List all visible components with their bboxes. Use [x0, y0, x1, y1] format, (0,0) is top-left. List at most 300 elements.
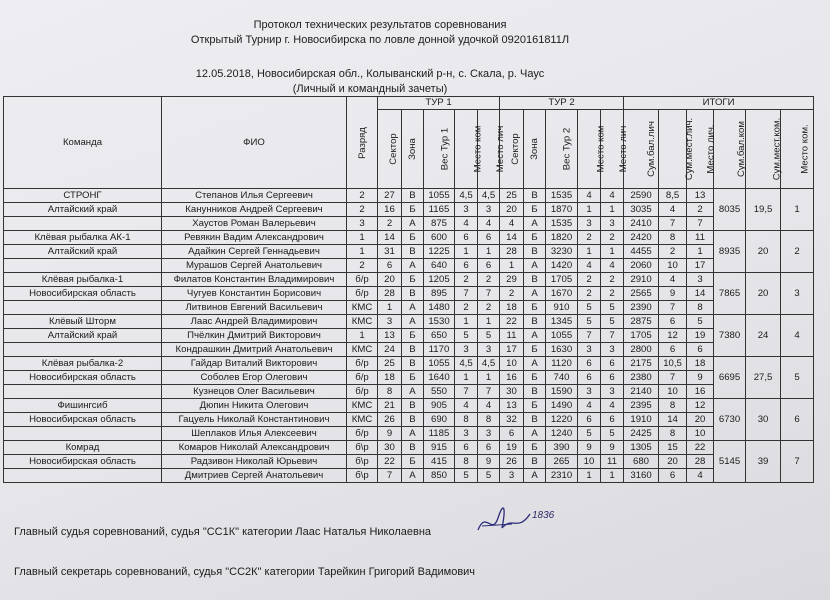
team-place-cell: 7: [781, 441, 814, 483]
tour1-cell: 14: [378, 231, 402, 245]
team-cell: Клёвый Шторм: [4, 315, 162, 329]
personal-total-cell: 1705: [624, 329, 659, 343]
col-place-team-1: Место ком: [455, 110, 478, 189]
table-row: [4, 301, 814, 315]
col-sector-1: Сектор: [378, 110, 402, 189]
rank-cell: б/р: [347, 287, 378, 301]
rank-cell: б/р: [347, 371, 378, 385]
team-cell: Новосибирская область: [4, 455, 162, 469]
col-zone-1: Зона: [402, 110, 424, 189]
tour1-cell: 16: [378, 203, 402, 217]
personal-total-cell: 18: [687, 357, 714, 371]
table-row: [4, 273, 814, 287]
tour2-cell: 14: [500, 231, 524, 245]
tour2-cell: 10: [578, 455, 601, 469]
table-row: [4, 385, 814, 399]
personal-total-cell: 1305: [624, 441, 659, 455]
rank-cell: б/р: [347, 427, 378, 441]
tour2-cell: 1820: [546, 231, 578, 245]
tour1-cell: 30: [378, 441, 402, 455]
tour2-cell: 5: [578, 315, 601, 329]
tour1-cell: 1: [478, 371, 500, 385]
table-row: [4, 287, 814, 301]
personal-total-cell: 2875: [624, 315, 659, 329]
rank-cell: 1: [347, 245, 378, 259]
tour2-cell: 6: [601, 413, 624, 427]
team-sum-points-cell: 6695: [714, 357, 746, 399]
tour2-cell: 1345: [546, 315, 578, 329]
fio-cell: Гайдар Виталий Викторович: [162, 357, 347, 371]
personal-total-cell: 2060: [624, 259, 659, 273]
tour1-cell: Б: [402, 203, 424, 217]
team-cell: Комрад: [4, 441, 162, 455]
team-cell: Клёвая рыбалка-1: [4, 273, 162, 287]
tour2-cell: А: [524, 469, 546, 483]
tour2-cell: Б: [524, 399, 546, 413]
rank-cell: 1: [347, 329, 378, 343]
tour1-cell: 21: [378, 399, 402, 413]
tour2-cell: 4: [578, 399, 601, 413]
table-row: [4, 455, 814, 469]
tour1-cell: 7: [378, 469, 402, 483]
personal-total-cell: 1910: [624, 413, 659, 427]
tour2-cell: 2310: [546, 469, 578, 483]
tour1-cell: 8: [455, 455, 478, 469]
personal-total-cell: 7: [659, 217, 687, 231]
col-fio: ФИО: [162, 97, 347, 189]
rank-cell: б/р: [347, 357, 378, 371]
col-sum-places-team: Сум.мест.ком.: [746, 110, 781, 189]
tour2-cell: 2: [578, 287, 601, 301]
tour1-cell: 640: [424, 259, 455, 273]
personal-total-cell: 7: [687, 217, 714, 231]
tour1-cell: 850: [424, 469, 455, 483]
tour1-cell: 3: [478, 343, 500, 357]
personal-total-cell: 5: [687, 315, 714, 329]
tour2-cell: 1: [500, 259, 524, 273]
col-place-team-total: Место ком.: [781, 110, 814, 189]
tour2-cell: 910: [546, 301, 578, 315]
personal-total-cell: 10: [659, 259, 687, 273]
tour1-cell: 22: [378, 455, 402, 469]
fio-cell: Хаустов Роман Валерьевич: [162, 217, 347, 231]
tour2-cell: 2: [601, 287, 624, 301]
tour2-cell: А: [524, 287, 546, 301]
tour1-cell: 1: [478, 245, 500, 259]
fio-cell: Комаров Николай Александрович: [162, 441, 347, 455]
tour2-cell: В: [524, 455, 546, 469]
team-sum-places-cell: 27,5: [746, 357, 781, 399]
fio-cell: Адайкин Сергей Геннадьевич: [162, 245, 347, 259]
tour2-cell: 1870: [546, 203, 578, 217]
personal-total-cell: 9: [659, 287, 687, 301]
team-cell: Клёвая рыбалка АК-1: [4, 231, 162, 245]
results-body: [4, 189, 814, 483]
table-row: [4, 203, 814, 217]
personal-total-cell: 11: [687, 231, 714, 245]
personal-total-cell: 8,5: [659, 189, 687, 203]
personal-total-cell: 2420: [624, 231, 659, 245]
tour1-cell: Б: [402, 455, 424, 469]
tour2-cell: 9: [578, 441, 601, 455]
col-rank: Разряд: [347, 97, 378, 189]
personal-total-cell: 22: [687, 441, 714, 455]
personal-total-cell: 12: [659, 329, 687, 343]
team-cell: Алтайский край: [4, 203, 162, 217]
table-row: [4, 231, 814, 245]
tour1-cell: 28: [378, 287, 402, 301]
team-cell: Алтайский край: [4, 245, 162, 259]
personal-total-cell: 8: [659, 399, 687, 413]
tour2-cell: 740: [546, 371, 578, 385]
rank-cell: 2: [347, 259, 378, 273]
tour2-cell: 22: [500, 315, 524, 329]
personal-total-cell: 2410: [624, 217, 659, 231]
tour1-cell: В: [402, 357, 424, 371]
personal-total-cell: 3: [687, 273, 714, 287]
chief-secretary: Главный секретарь соревнований, судья "СС2К" категории Тарейкин Григорий Вадимович: [14, 566, 476, 578]
tour1-cell: 550: [424, 385, 455, 399]
col-team: Команда: [4, 97, 162, 189]
tour2-cell: 30: [500, 385, 524, 399]
tour1-cell: 8: [478, 413, 500, 427]
competition-type: (Личный и командный зачеты): [292, 83, 448, 95]
personal-total-cell: 16: [687, 385, 714, 399]
team-cell: Новосибирская область: [4, 371, 162, 385]
tour1-cell: 6: [478, 259, 500, 273]
tour2-cell: 5: [601, 301, 624, 315]
tour2-cell: А: [524, 329, 546, 343]
personal-total-cell: 2380: [624, 371, 659, 385]
tour1-cell: 5: [478, 469, 500, 483]
results-table: [3, 96, 814, 483]
tour1-cell: 31: [378, 245, 402, 259]
tour2-cell: 13: [500, 399, 524, 413]
tour1-cell: 1640: [424, 371, 455, 385]
tour1-cell: 1: [455, 371, 478, 385]
tour1-cell: 9: [478, 455, 500, 469]
tour2-cell: 265: [546, 455, 578, 469]
fio-cell: Кузнецов Олег Васильевич: [162, 385, 347, 399]
col-tour2: ТУР 2: [500, 97, 624, 110]
personal-total-cell: 10: [687, 427, 714, 441]
tour1-cell: 1: [378, 301, 402, 315]
personal-total-cell: 2425: [624, 427, 659, 441]
tour2-cell: 6: [578, 357, 601, 371]
team-sum-points-cell: 6730: [714, 399, 746, 441]
tour1-cell: 5: [455, 329, 478, 343]
fio-cell: Радзивон Николай Юрьевич: [162, 455, 347, 469]
tour2-cell: 1490: [546, 399, 578, 413]
rank-cell: 3: [347, 217, 378, 231]
table-row: [4, 413, 814, 427]
table-row: [4, 189, 814, 203]
tour2-cell: В: [524, 413, 546, 427]
tour2-cell: 3: [601, 343, 624, 357]
tour1-cell: 4,5: [455, 189, 478, 203]
tour1-cell: 4: [455, 217, 478, 231]
tour1-cell: 20: [378, 273, 402, 287]
tour2-cell: 6: [601, 357, 624, 371]
personal-total-cell: 4: [659, 203, 687, 217]
tour1-cell: 2: [378, 217, 402, 231]
tour1-cell: 6: [455, 231, 478, 245]
personal-total-cell: 2: [687, 203, 714, 217]
fio-cell: Степанов Илья Сергеевич: [162, 189, 347, 203]
tour1-cell: 8: [455, 413, 478, 427]
tour1-cell: 26: [378, 413, 402, 427]
fio-cell: Гацуель Николай Константинович: [162, 413, 347, 427]
tour1-cell: 3: [455, 343, 478, 357]
tour1-cell: А: [402, 469, 424, 483]
tour2-cell: 6: [601, 371, 624, 385]
tour2-cell: Б: [524, 441, 546, 455]
rank-cell: б\р: [347, 455, 378, 469]
tour2-cell: 1420: [546, 259, 578, 273]
personal-total-cell: 2140: [624, 385, 659, 399]
rank-cell: КМС: [347, 413, 378, 427]
tour1-cell: 1480: [424, 301, 455, 315]
tour2-cell: 5: [601, 427, 624, 441]
rank-cell: б/р: [347, 273, 378, 287]
personal-total-cell: 10: [659, 385, 687, 399]
col-place-pers-1: Место лич: [478, 110, 500, 189]
fio-cell: Чугуев Константин Борисович: [162, 287, 347, 301]
team-cell: Алтайский край: [4, 329, 162, 343]
signature-note: 1836: [532, 510, 555, 521]
tour2-cell: 7: [578, 329, 601, 343]
personal-total-cell: 2: [659, 245, 687, 259]
personal-total-cell: 7: [659, 301, 687, 315]
tour1-cell: В: [402, 189, 424, 203]
tour1-cell: 4: [455, 399, 478, 413]
tour2-cell: 4: [601, 189, 624, 203]
tour2-cell: В: [524, 273, 546, 287]
tour1-cell: 1055: [424, 189, 455, 203]
tour1-cell: 7: [455, 287, 478, 301]
tour2-cell: 5: [601, 315, 624, 329]
rank-cell: б\р: [347, 441, 378, 455]
rank-cell: б/р: [347, 385, 378, 399]
personal-total-cell: 2800: [624, 343, 659, 357]
col-weight-2: Вес Тур 2: [546, 110, 578, 189]
table-row: [4, 469, 814, 483]
personal-total-cell: 680: [624, 455, 659, 469]
tour2-cell: 1: [601, 469, 624, 483]
rank-cell: КМС: [347, 315, 378, 329]
rank-cell: 2: [347, 189, 378, 203]
tour2-cell: 29: [500, 273, 524, 287]
tour1-cell: 895: [424, 287, 455, 301]
tour1-cell: 6: [478, 441, 500, 455]
team-place-cell: 3: [781, 273, 814, 315]
tour2-cell: 16: [500, 371, 524, 385]
tour2-cell: 1: [578, 469, 601, 483]
tour2-cell: Б: [524, 231, 546, 245]
team-sum-places-cell: 19,5: [746, 189, 781, 231]
tour2-cell: 1: [601, 245, 624, 259]
personal-total-cell: 6: [659, 469, 687, 483]
personal-total-cell: 9: [687, 371, 714, 385]
tour2-cell: 1590: [546, 385, 578, 399]
col-zone-2: Зона: [524, 110, 546, 189]
tour2-cell: 4: [500, 217, 524, 231]
tour1-cell: 6: [478, 231, 500, 245]
tour1-cell: Б: [402, 329, 424, 343]
tour2-cell: 5: [578, 301, 601, 315]
fio-cell: Шеплаков Илья Алексеевич: [162, 427, 347, 441]
tour1-cell: 4: [478, 217, 500, 231]
team-sum-places-cell: 20: [746, 231, 781, 273]
rank-cell: КМС: [347, 399, 378, 413]
team-cell: [4, 301, 162, 315]
tour2-cell: 4: [601, 399, 624, 413]
team-sum-points-cell: 8035: [714, 189, 746, 231]
tour2-cell: 390: [546, 441, 578, 455]
fio-cell: Литвинов Евгений Васильевич: [162, 301, 347, 315]
tour2-cell: 2: [578, 231, 601, 245]
tour2-cell: Б: [524, 301, 546, 315]
tour1-cell: В: [402, 343, 424, 357]
tour2-cell: 1630: [546, 343, 578, 357]
tour2-cell: А: [524, 357, 546, 371]
tour2-cell: Б: [524, 371, 546, 385]
tour1-cell: В: [402, 399, 424, 413]
tour1-cell: 2: [478, 301, 500, 315]
team-cell: Клёвая рыбалка-2: [4, 357, 162, 371]
table-row: [4, 245, 814, 259]
tour1-cell: 915: [424, 441, 455, 455]
tour2-cell: 32: [500, 413, 524, 427]
tour1-cell: 3: [378, 315, 402, 329]
rank-cell: б\р: [347, 469, 378, 483]
tour1-cell: 1170: [424, 343, 455, 357]
tour1-cell: 2: [455, 301, 478, 315]
tour1-cell: 1185: [424, 427, 455, 441]
personal-total-cell: 3160: [624, 469, 659, 483]
tour1-cell: 9: [378, 427, 402, 441]
team-sum-places-cell: 39: [746, 441, 781, 483]
personal-total-cell: 3035: [624, 203, 659, 217]
tour1-cell: 4: [478, 399, 500, 413]
tour2-cell: 6: [578, 371, 601, 385]
tour1-cell: 4,5: [478, 357, 500, 371]
tour2-cell: 1120: [546, 357, 578, 371]
tour1-cell: 2: [455, 273, 478, 287]
rank-cell: 2: [347, 203, 378, 217]
personal-total-cell: 2395: [624, 399, 659, 413]
team-cell: [4, 469, 162, 483]
tour1-cell: 18: [378, 371, 402, 385]
tour2-cell: 1055: [546, 329, 578, 343]
personal-total-cell: 20: [687, 413, 714, 427]
team-cell: Новосибирская область: [4, 287, 162, 301]
tour1-cell: А: [402, 385, 424, 399]
tour2-cell: 10: [500, 357, 524, 371]
tour2-cell: 18: [500, 301, 524, 315]
col-place-pers-total: Место лич.: [687, 110, 714, 189]
personal-total-cell: 2565: [624, 287, 659, 301]
team-sum-places-cell: 20: [746, 273, 781, 315]
tour2-cell: 1: [601, 203, 624, 217]
table-row: [4, 399, 814, 413]
tour2-cell: 19: [500, 441, 524, 455]
tour1-cell: 1: [478, 315, 500, 329]
tour1-cell: 905: [424, 399, 455, 413]
col-place-pers-2: Место лич: [601, 110, 624, 189]
tour1-cell: А: [402, 315, 424, 329]
team-cell: Фишингсиб: [4, 399, 162, 413]
tournament-title: Открытый Турнир г. Новосибирска по ловле донной удочкой 0920161811Л: [190, 34, 570, 46]
tour2-cell: 20: [500, 203, 524, 217]
tour1-cell: 5: [478, 329, 500, 343]
col-weight-1: Вес Тур 1: [424, 110, 455, 189]
personal-total-cell: 2910: [624, 273, 659, 287]
tour1-cell: 650: [424, 329, 455, 343]
tour2-cell: А: [524, 259, 546, 273]
tour2-cell: 4: [601, 259, 624, 273]
personal-total-cell: 1: [687, 245, 714, 259]
table-row: [4, 217, 814, 231]
personal-total-cell: 6: [659, 315, 687, 329]
tour2-cell: 2: [601, 273, 624, 287]
team-cell: Новосибирская область: [4, 413, 162, 427]
team-place-cell: 1: [781, 189, 814, 231]
team-sum-places-cell: 30: [746, 399, 781, 441]
tour2-cell: 2: [500, 287, 524, 301]
personal-total-cell: 15: [659, 441, 687, 455]
tour2-cell: 3: [601, 385, 624, 399]
team-cell: СТРОНГ: [4, 189, 162, 203]
tour2-cell: 6: [500, 427, 524, 441]
rank-cell: КМС: [347, 343, 378, 357]
tour1-cell: 3: [455, 427, 478, 441]
tour1-cell: 7: [478, 287, 500, 301]
fio-cell: Кондрашкин Дмитрий Анатольевич: [162, 343, 347, 357]
team-sum-points-cell: 8935: [714, 231, 746, 273]
personal-total-cell: 10,5: [659, 357, 687, 371]
table-row: [4, 357, 814, 371]
tour1-cell: 4,5: [455, 357, 478, 371]
tour1-cell: Б: [402, 371, 424, 385]
tour1-cell: 1530: [424, 315, 455, 329]
rank-cell: КМС: [347, 301, 378, 315]
tour1-cell: 600: [424, 231, 455, 245]
tour2-cell: 1220: [546, 413, 578, 427]
tour2-cell: 5: [578, 427, 601, 441]
tour1-cell: 8: [378, 385, 402, 399]
table-row: [4, 427, 814, 441]
personal-total-cell: 6: [687, 343, 714, 357]
protocol-title: Протокол технических результатов соревнования: [253, 19, 507, 31]
tour2-cell: 3: [578, 217, 601, 231]
tour1-cell: 25: [378, 357, 402, 371]
personal-total-cell: 13: [687, 189, 714, 203]
tour2-cell: 7: [601, 329, 624, 343]
tour2-cell: В: [524, 315, 546, 329]
tour1-cell: 1: [455, 315, 478, 329]
personal-total-cell: 19: [687, 329, 714, 343]
col-sum-pts-pers: Сум.бал.лич: [624, 110, 659, 189]
tour1-cell: В: [402, 413, 424, 427]
tour2-cell: Б: [524, 203, 546, 217]
tour1-cell: Б: [402, 273, 424, 287]
personal-total-cell: 12: [687, 399, 714, 413]
tour2-cell: 3: [578, 385, 601, 399]
personal-total-cell: 14: [687, 287, 714, 301]
tour1-cell: 27: [378, 189, 402, 203]
fio-cell: Мурашов Сергей Анатольевич: [162, 259, 347, 273]
